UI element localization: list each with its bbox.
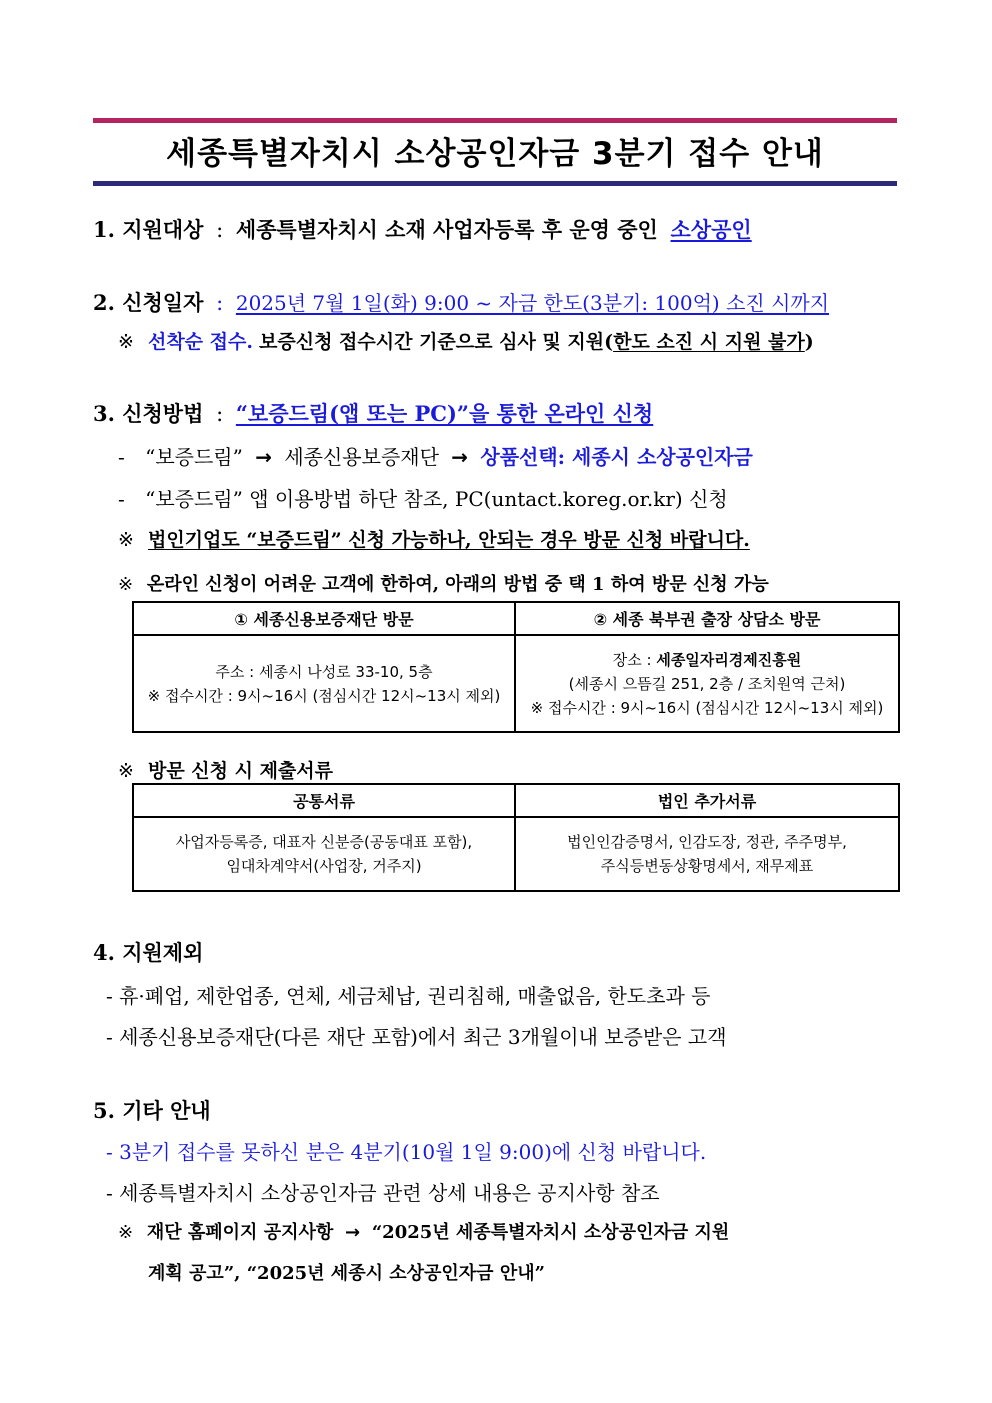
docs-common-line-1: 사업자등록증, 대표자 신분증(공동대표 포함),	[175, 833, 473, 851]
docs-corporate-line-1: 법인인감증명서, 인감도장, 정관, 주주명부,	[567, 833, 847, 851]
section-5-item-1: - 3분기 접수를 못하신 분은 4분기(10월 1일 9:00)에 신청 바랍니다.	[106, 1140, 707, 1164]
section-3-text: “보증드림(앱 또는 PC)”을 통한 온라인 신청	[235, 401, 654, 426]
section-3-note-2	[118, 570, 769, 596]
northern-hours: ※ 접수시간 : 9시~16시 (점심시간 12시~13시 제외)	[530, 698, 884, 717]
section-1-sep: :	[216, 218, 224, 242]
note-mark: ※	[118, 331, 134, 353]
foundation-label: 세종신용보증재단	[284, 445, 439, 469]
section-5-note-a: 재단 홈페이지 공지사항	[146, 1222, 334, 1243]
northern-address: (세종시 으뜸길 251, 2층 / 조치원역 근처)	[568, 674, 846, 693]
section-3-note-1-text: 법인기업도 “보증드림” 신청 가능하나, 안되는 경우 방문 신청 바랍니다.	[147, 529, 750, 551]
docs-col-common: 공통서류	[133, 784, 515, 817]
northern-location	[516, 648, 898, 672]
docs-common-line-2: 임대차계약서(사업장, 거주지)	[226, 857, 422, 875]
section-5-note-b: “2025년 세종특별자치시 소상공인자금 지원	[371, 1222, 730, 1243]
location-name: 세종일자리경제진흥원	[656, 650, 802, 669]
visit-col-foundation: ① 세종신용보증재단 방문	[133, 602, 515, 635]
arrow-right-icon: →	[344, 1222, 361, 1243]
section-4-item-2: - 세종신용보증재단(다른 재단 포함)에서 최근 3개월이내 보증받은 고객	[106, 1025, 727, 1049]
section-4-item-1: - 휴·폐업, 제한업종, 연체, 세금체납, 권리침해, 매출없음, 한도초과 등	[106, 984, 711, 1008]
docs-corporate-cell	[515, 817, 899, 891]
section-3-note-2-text: 온라인 신청이 어려운 고객에 한하여, 아래의 방법 중 택 1 하여 방문 신청 가능	[146, 574, 769, 595]
section-1-highlight: 소상공인	[670, 217, 752, 242]
section-2-note	[118, 327, 814, 354]
product-select-label: 상품선택: 세종시 소상공인자금	[480, 445, 753, 469]
title-bottom-rule	[93, 181, 897, 186]
section-3-sep: :	[216, 402, 224, 426]
arrow-right-icon: →	[451, 445, 469, 469]
section-3-bullet-2-text: “보증드림” 앱 이용방법 하단 참조, PC(untact.koreg.or.kr) 신청	[145, 487, 728, 511]
docs-col-corporate: 법인 추가서류	[515, 784, 899, 817]
location-label: 장소 :	[612, 650, 657, 669]
page-title: 세종특별자치시 소상공인자금 3분기 접수 안내	[166, 136, 824, 172]
docs-note-text: 방문 신청 시 제출서류	[147, 760, 333, 782]
foundation-address: 주소 : 세종시 나성로 33-10, 5층	[215, 662, 433, 681]
note-mark: ※	[118, 574, 134, 595]
title-top-rule	[93, 118, 897, 123]
visit-northern-cell	[515, 635, 899, 732]
docs-corporate-line-2: 주식등변동상황명세서, 재무제표	[600, 857, 814, 875]
dash: -	[118, 487, 125, 511]
section-3	[93, 398, 653, 428]
section-3-bullet-2	[118, 483, 728, 512]
bozeung-app-label: “보증드림”	[145, 445, 243, 469]
note-mark: ※	[118, 760, 134, 782]
visit-method-table	[132, 601, 900, 733]
section-4-heading: 4. 지원제외	[93, 940, 204, 965]
section-2-sep: :	[216, 291, 224, 315]
section-2-note-text: 보증신청 접수시간 기준으로 심사 및 지원(	[259, 331, 614, 353]
note-mark: ※	[118, 529, 134, 551]
foundation-hours: ※ 접수시간 : 9시~16시 (점심시간 12시~13시 제외)	[147, 686, 501, 705]
section-1	[93, 214, 752, 244]
section-5-item-2: - 세종특별자치시 소상공인자금 관련 상세 내용은 공지사항 참조	[106, 1181, 660, 1205]
section-3-bullet-1	[118, 441, 753, 470]
section-5-heading: 5. 기타 안내	[93, 1098, 211, 1123]
arrow-right-icon: →	[255, 445, 272, 469]
section-5-note-c: 계획 공고”, “2025년 세종시 소상공인자금 안내”	[148, 1263, 545, 1284]
section-3-heading: 3. 신청방법	[93, 401, 204, 426]
section-2-heading: 2. 신청일자	[93, 290, 204, 315]
section-2-note-blue: 선착순 접수.	[147, 331, 253, 353]
section-2	[93, 287, 829, 317]
visit-foundation-cell	[133, 635, 515, 732]
documents-table	[132, 783, 900, 892]
docs-common-cell	[133, 817, 515, 891]
dash: -	[118, 445, 125, 469]
section-5-note	[118, 1218, 729, 1244]
docs-note	[118, 756, 333, 783]
section-2-note-underline: 한도 소진 시 지원 불가	[613, 331, 805, 353]
visit-col-northern-office: ② 세종 북부권 출장 상담소 방문	[515, 602, 899, 635]
section-1-text: 세종특별자치시 소재 사업자등록 후 운영 중인	[235, 217, 658, 242]
note-mark: ※	[118, 1222, 134, 1243]
section-2-note-end: )	[804, 331, 814, 353]
section-1-heading: 1. 지원대상	[93, 217, 204, 242]
section-3-note-1	[118, 525, 750, 552]
section-2-date: 2025년 7월 1일(화) 9:00 ~ 자금 한도(3분기: 100억) 소진 시까지	[235, 291, 830, 315]
